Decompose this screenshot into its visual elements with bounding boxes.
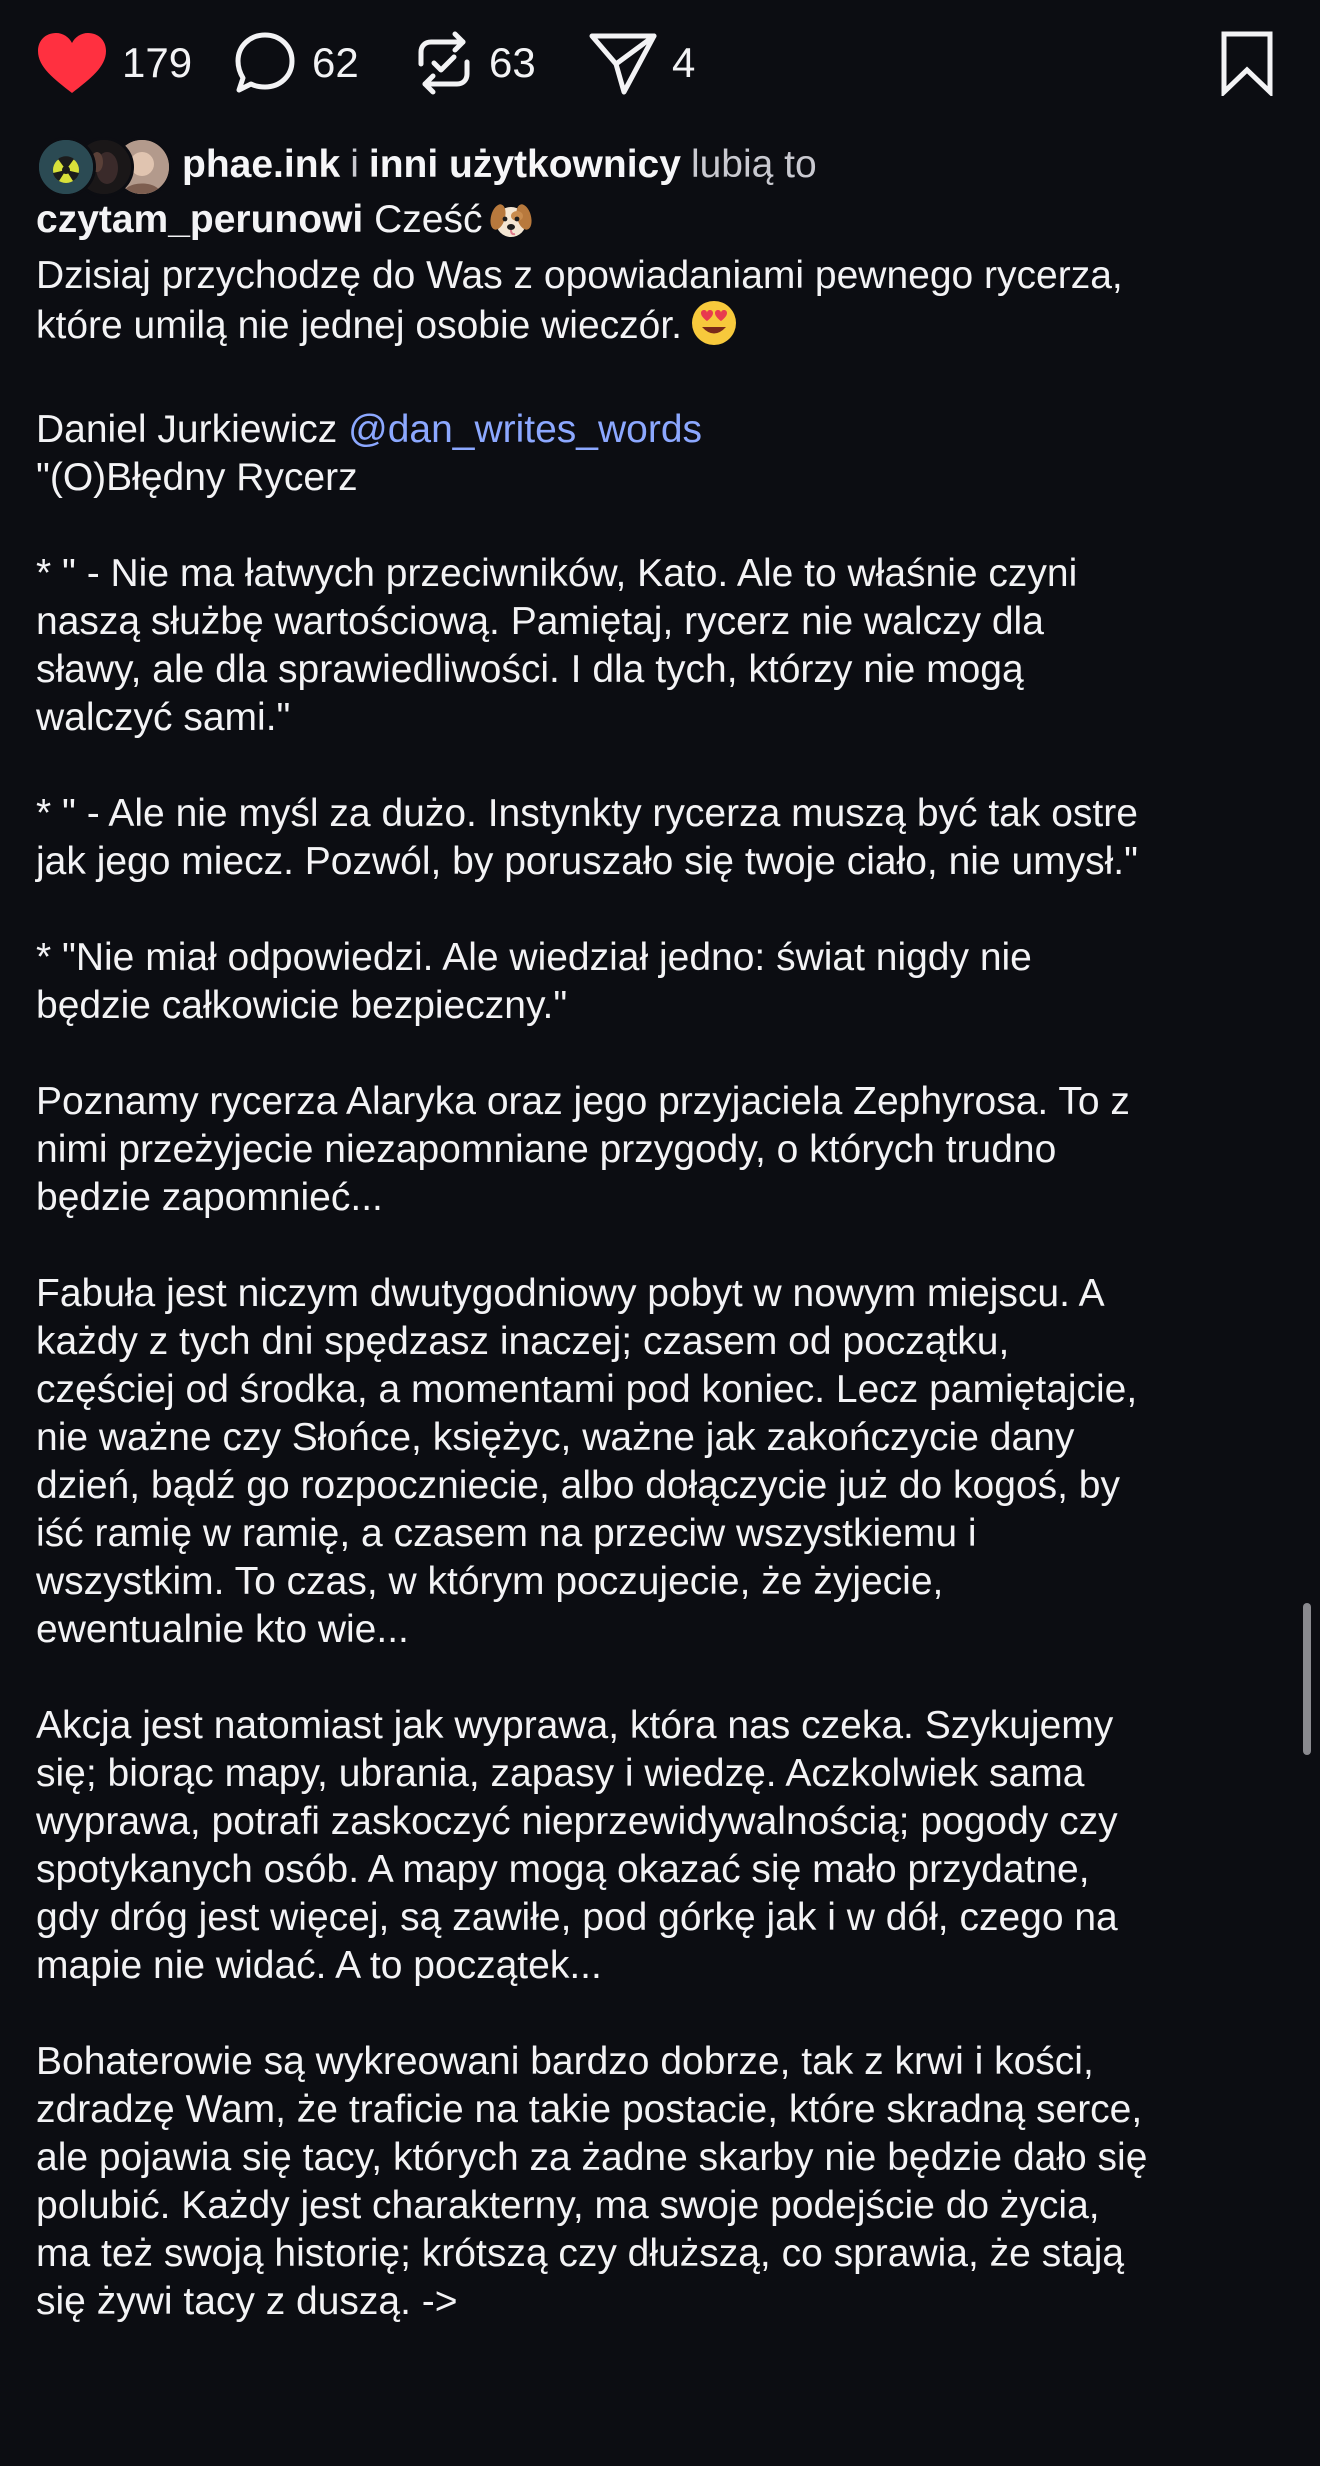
liked-by-row[interactable] [36, 135, 817, 195]
liked-by-username[interactable]: phae.ink [182, 143, 341, 186]
scrollbar-thumb[interactable] [1303, 1603, 1311, 1755]
quote-3: * "Nie miał odpowiedzi. Ale wiedział jedno: świat nigdy nie będzie całkowicie bezpieczny." [36, 936, 1032, 1027]
spacer [36, 1222, 1296, 1270]
paragraph-action: Akcja jest natomiast jak wyprawa, która nas czeka. Szykujemy się; biorąc mapy, ubrania, zapasy i wiedzę. Aczkolwiek sama wyprawa, potrafi zaskoczyć nieprzewidywalnością; pogody czy spotykanych osób. A mapy mogą okazać się mało przydatne, gdy dróg jest więcej, są zawiłe, pod górkę jak i w dół, czego na mapie nie widać. A to początek... [36, 1704, 1118, 1987]
dog-face-emoji [490, 200, 532, 252]
comment-count: 62 [312, 39, 359, 86]
post-caption [36, 196, 1296, 2326]
spacer [36, 358, 1296, 406]
spacer [36, 742, 1296, 790]
book-title: "(O)Błędny Rycerz [36, 456, 358, 499]
share-button[interactable] [588, 28, 695, 98]
intro-text: Dzisiaj przychodzę do Was z opowiadaniami pewnego rycerza, które umilą nie jednej osobie wieczór. [36, 252, 1296, 358]
save-button[interactable] [1218, 30, 1276, 101]
like-count: 179 [122, 39, 193, 86]
post-action-bar [0, 0, 1320, 124]
book-author-line [36, 406, 1296, 454]
author-mention-link[interactable]: @dan_writes_words [348, 408, 703, 451]
bookmark-icon [1218, 30, 1276, 96]
paragraph-heroes-intro: Poznamy rycerza Alaryka oraz jego przyjaciela Zephyrosa. To z nimi przeżyjecie niezapomniane przygody, o których trudno będzie zapomnieć... [36, 1080, 1130, 1219]
paragraph-characters: Bohaterowie są wykreowani bardzo dobrze, tak z krwi i kości, zdradzę Wam, że traficie na takie postacie, które skradną serce, ale pojawia się tacy, których za żadne skarby nie będzie dało się polubić. Każdy jest charakterny, ma swoje podejście do życia, ma też swoją historię; krótszą czy dłuższą, co sprawia, że stają się żywi tacy z duszą. -> [36, 2040, 1148, 2323]
liked-by-suffix: lubią to [690, 143, 817, 186]
spacer [36, 502, 1296, 550]
heart-eyes-emoji [690, 300, 738, 358]
liked-by-connector: i [350, 143, 359, 186]
comment-bubble-icon [232, 30, 298, 96]
avatar [36, 137, 96, 197]
heart-icon [36, 31, 108, 95]
spacer [36, 886, 1296, 934]
greeting-text: Cześć [374, 198, 483, 241]
liked-by-others[interactable]: inni użytkownicy [368, 143, 681, 186]
paper-plane-icon [588, 30, 658, 96]
repost-count: 63 [489, 39, 536, 86]
quote-2: * " - Ale nie myśl za dużo. Instynkty rycerza muszą być tak ostre jak jego miecz. Pozwól, by poruszało się twoje ciało, nie umysł." [36, 792, 1138, 883]
comment-button[interactable] [232, 28, 359, 98]
spacer [36, 1990, 1296, 2038]
spacer [36, 1030, 1296, 1078]
repost-icon [413, 30, 475, 96]
caption-header [36, 196, 1296, 252]
share-count: 4 [672, 39, 696, 86]
liked-by-avatars [36, 137, 166, 193]
quote-1: * " - Nie ma łatwych przeciwników, Kato. Ale to właśnie czyni naszą służbę wartościową. Pamiętaj, rycerz nie walczy dla sławy, ale dla sprawiedliwości. I dla tych, którzy nie mogą walczyć sami." [36, 552, 1078, 739]
repost-button[interactable] [413, 28, 536, 98]
like-button[interactable] [36, 28, 192, 98]
paragraph-plot: Fabuła jest niczym dwutygodniowy pobyt w nowym miejscu. A każdy z tych dni spędzasz inaczej; czasem od początku, częściej od środka, a momentami pod koniec. Lecz pamiętajcie, nie ważne czy Słońce, księżyc, ważne jak zakończycie dany dzień, bądź go rozpoczniecie, albo dołączycie już do kogoś, by iść ramię w ramię, a czasem na przeciw wszystkiemu i wszystkim. To czas, w którym poczujecie, że żyjecie, ewentualnie kto wie... [36, 1272, 1138, 1651]
author-username[interactable]: czytam_perunowi [36, 198, 364, 241]
spacer [36, 1654, 1296, 1702]
book-author: Daniel Jurkiewicz [36, 408, 338, 451]
